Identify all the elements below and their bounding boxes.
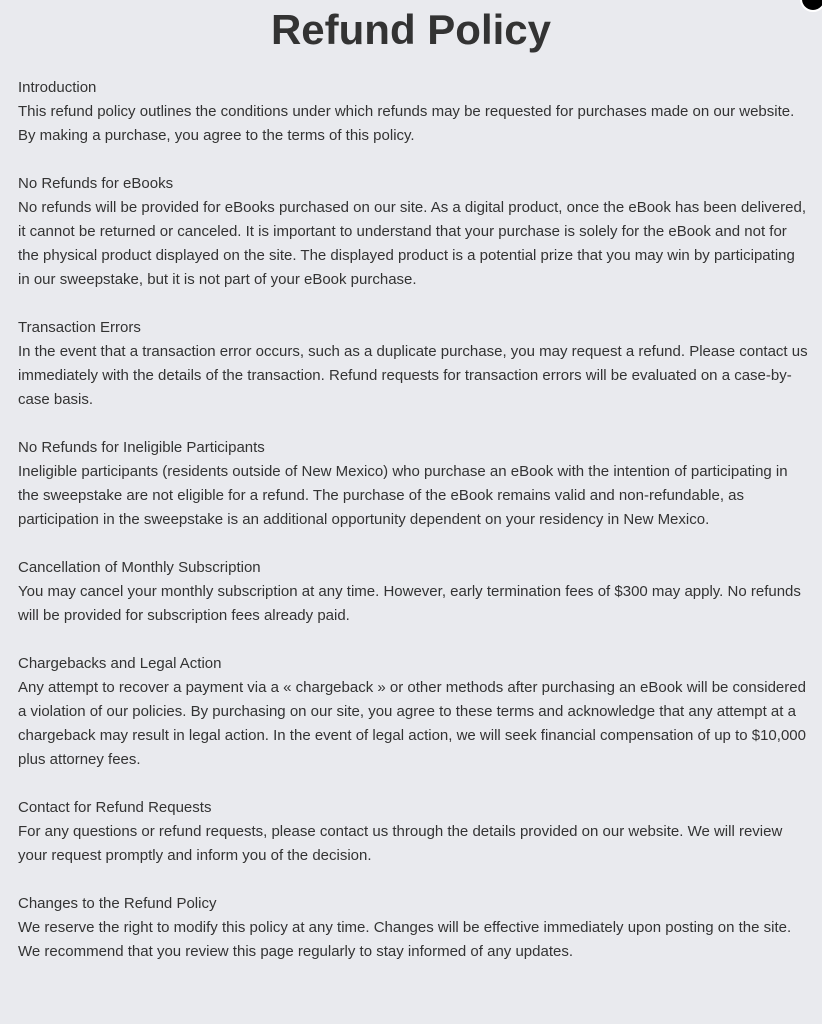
policy-content xyxy=(18,76,810,988)
section-changes xyxy=(18,892,810,964)
section-body: No refunds will be provided for eBooks purchased on our site. As a digital product, once the eBook has been delivered, it cannot be returned or canceled. It is important to understand that your purchase is solely for the eBook and not for the physical product displayed on the site. The displayed product is a potential prize that you may win by participating in our sweepstake, but it is not part of your eBook purchase. xyxy=(18,199,806,288)
section-heading: No Refunds for eBooks xyxy=(18,175,174,192)
section-contact xyxy=(18,796,810,868)
section-heading: Chargebacks and Legal Action xyxy=(18,655,222,672)
section-body: This refund policy outlines the conditions under which refunds may be requested for purchases made on our website. By making a purchase, you agree to the terms of this policy. xyxy=(18,103,795,144)
section-heading: Contact for Refund Requests xyxy=(18,799,212,816)
section-heading: Cancellation of Monthly Subscription xyxy=(18,559,261,576)
section-body: Any attempt to recover a payment via a « chargeback » or other methods after purchasing an eBook will be considered a violation of our policies. By purchasing on our site, you agree to these terms and acknowledge that any attempt at a chargeback may result in legal action. In the event of legal action, we will seek financial compensation of up to $10,000 plus attorney fees. xyxy=(18,679,806,768)
section-chargebacks xyxy=(18,652,810,772)
section-body: You may cancel your monthly subscription at any time. However, early termination fees of $300 may apply. No refunds will be provided for subscription fees already paid. xyxy=(18,583,801,624)
section-body: For any questions or refund requests, please contact us through the details provided on our website. We will review your request promptly and inform you of the decision. xyxy=(18,823,783,864)
section-body: We reserve the right to modify this policy at any time. Changes will be effective immediately upon posting on the site. We recommend that you review this page regularly to stay informed of any updates. xyxy=(18,919,792,960)
section-body: Ineligible participants (residents outside of New Mexico) who purchase an eBook with the intention of participating in the sweepstake are not eligible for a refund. The purchase of the eBook remains valid and non-refundable, as participation in the sweepstake is an additional opportunity dependent on your residency in New Mexico. xyxy=(18,463,788,528)
section-no-refunds-ebooks xyxy=(18,172,810,292)
section-heading: No Refunds for Ineligible Participants xyxy=(18,439,265,456)
section-transaction-errors xyxy=(18,316,810,412)
section-introduction xyxy=(18,76,810,148)
section-heading: Introduction xyxy=(18,79,97,96)
section-heading: Changes to the Refund Policy xyxy=(18,895,217,912)
section-ineligible-participants xyxy=(18,436,810,532)
section-heading: Transaction Errors xyxy=(18,319,141,336)
page-title: Refund Policy xyxy=(270,6,552,53)
section-monthly-subscription xyxy=(18,556,810,628)
section-body: In the event that a transaction error occurs, such as a duplicate purchase, you may request a refund. Please contact us immediately with the details of the transaction. Refund requests for transaction errors will be evaluated on a case-by-case basis. xyxy=(18,343,808,408)
